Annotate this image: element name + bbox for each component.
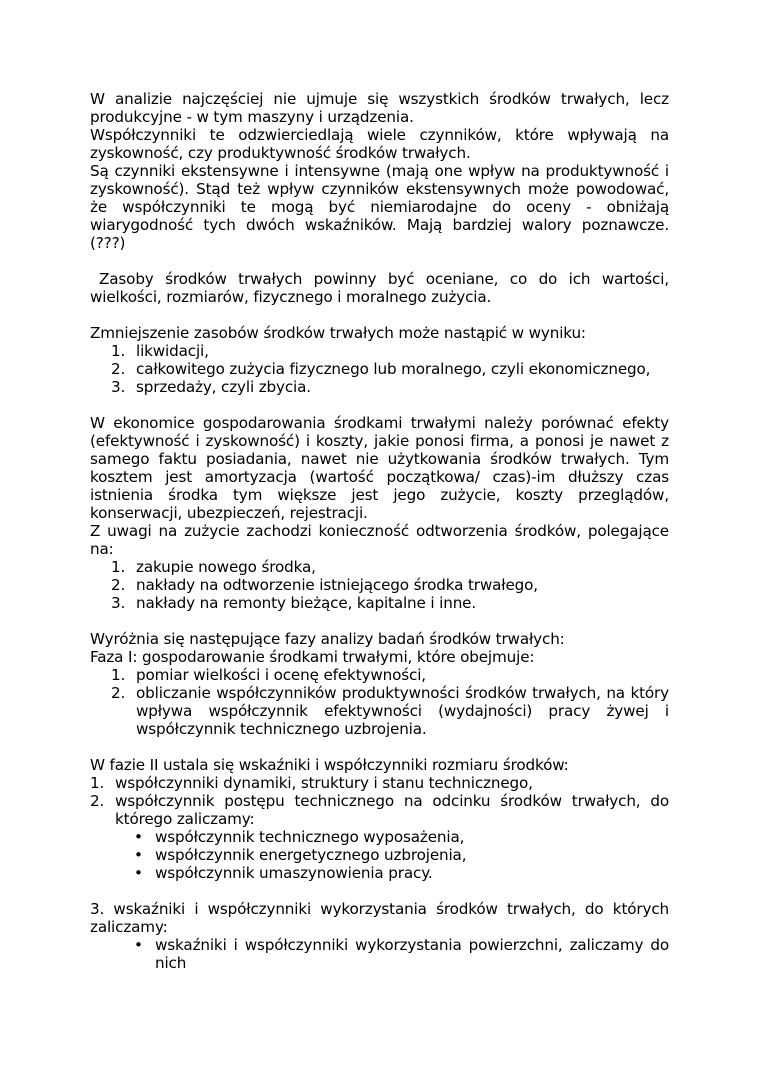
progress-coefficients-list <box>90 828 669 882</box>
restoration-list <box>90 558 669 612</box>
list-item <box>90 594 669 612</box>
list-item-text: współczynnik technicznego wyposażenia, <box>155 828 465 846</box>
list-item <box>90 774 669 792</box>
paragraph-economics: W ekonomice gospodarowania środkami trwałymi należy porównać efekty (efektywność i zyskowność) i koszty, jakie ponosi firma, a ponosi je nawet z samego faktu posiadania, nawet nie użytkowania środków trwałych. Tym kosztem jest amortyzacja (wartość początkowa/ czas)-im dłuższy czas istnienia środka tym większe jest jego zużycie, koszty przeglądów, konserwacji, ubezpieczeń, rejestracji. <box>90 414 669 522</box>
paragraph-phases: Wyróżnia się następujące fazy analizy badań środków trwałych: <box>90 630 565 648</box>
list-item-text: nakłady na odtworzenie istniejącego środka trwałego, <box>136 576 538 594</box>
phase-two-list <box>90 774 669 828</box>
phase-one-list <box>90 666 669 738</box>
list-number: 1. <box>90 774 105 792</box>
list-item-text: pomiar wielkości i ocenę efektywności, <box>136 666 426 684</box>
list-item-text: całkowitego zużycia fizycznego lub moralnego, czyli ekonomicznego, <box>136 360 651 378</box>
paragraph-phase-one: Faza I: gospodarowanie środkami trwałymi, które obejmuje: <box>90 648 535 666</box>
list-item <box>90 828 669 846</box>
list-item-text: obliczanie współczynników produktywności środków trwałych, na który wpływa współczynnik efektywności (wydajności) pracy żywej i współczynnik technicznego uzbrojenia. <box>136 684 669 738</box>
list-item <box>90 936 669 972</box>
list-item <box>90 576 669 594</box>
reduction-list <box>90 342 669 396</box>
list-item <box>90 378 669 396</box>
list-item <box>90 342 669 360</box>
paragraph-reduction: Zmniejszenie zasobów środków trwałych może nastąpić w wyniku: <box>90 324 586 342</box>
bullet-icon: • <box>134 864 143 882</box>
list-item <box>90 864 669 882</box>
list-item-text: nakłady na remonty bieżące, kapitalne i inne. <box>136 594 477 612</box>
paragraph-intro: W analizie najczęściej nie ujmuje się wszystkich środków trwałych, lecz produkcyjne - w tym maszyny i urządzenia. <box>90 90 669 126</box>
list-number: 2. <box>111 576 126 594</box>
list-item-text: współczynnik energetycznego uzbrojenia, <box>155 846 467 864</box>
list-number: 3. <box>111 594 126 612</box>
list-item-text: zakupie nowego środka, <box>136 558 316 576</box>
list-item-text: współczynnik umaszynowienia pracy. <box>155 864 433 882</box>
paragraph-phase-two: W fazie II ustala się wskaźniki i współczynniki rozmiaru środków: <box>90 756 569 774</box>
list-number: 2. <box>111 684 126 702</box>
list-item <box>90 684 669 738</box>
list-item <box>90 846 669 864</box>
paragraph-coefficients: Współczynniki te odzwierciedlają wiele czynników, które wpływają na zyskowność, czy produktywność środków trwałych. <box>90 126 669 162</box>
list-number: 2. <box>111 360 126 378</box>
list-item <box>90 360 669 378</box>
paragraph-assessment: Zasoby środków trwałych powinny być oceniane, co do ich wartości, wielkości, rozmiarów, fizycznego i moralnego zużycia. <box>90 270 669 306</box>
list-item <box>90 558 669 576</box>
paragraph-utilization: 3. wskaźniki i współczynniki wykorzystania środków trwałych, do których zaliczamy: <box>90 900 669 936</box>
list-number: 1. <box>111 666 126 684</box>
list-item-text: współczynnik postępu technicznego na odcinku środków trwałych, do którego zaliczamy: <box>115 792 669 828</box>
list-item-text: sprzedaży, czyli zbycia. <box>136 378 311 396</box>
list-number: 3. <box>111 378 126 396</box>
list-item <box>90 666 669 684</box>
bullet-icon: • <box>134 936 143 954</box>
bullet-icon: • <box>134 846 143 864</box>
list-number: 2. <box>90 792 105 810</box>
list-item-text: współczynniki dynamiki, struktury i stanu technicznego, <box>115 774 533 792</box>
list-number: 1. <box>111 342 126 360</box>
list-item-text: likwidacji, <box>136 342 209 360</box>
list-item-text: wskaźniki i współczynniki wykorzystania powierzchni, zaliczamy do nich <box>155 936 669 972</box>
document-page <box>90 90 669 972</box>
bullet-icon: • <box>134 828 143 846</box>
paragraph-factors: Są czynniki ekstensywne i intensywne (mają one wpływ na produktywność i zyskowność). Stąd też wpływ czynników ekstensywnych może powodować, że współczynniki te mogą być niemiarodajne do oceny - obniżają wiarygodność tych dwóch wskaźników. Mają bardziej walory poznawcze. (???) <box>90 162 669 252</box>
list-item <box>90 792 669 828</box>
paragraph-wear: Z uwagi na zużycie zachodzi konieczność odtworzenia środków, polegające na: <box>90 522 669 558</box>
list-number: 1. <box>111 558 126 576</box>
utilization-list <box>90 936 669 972</box>
